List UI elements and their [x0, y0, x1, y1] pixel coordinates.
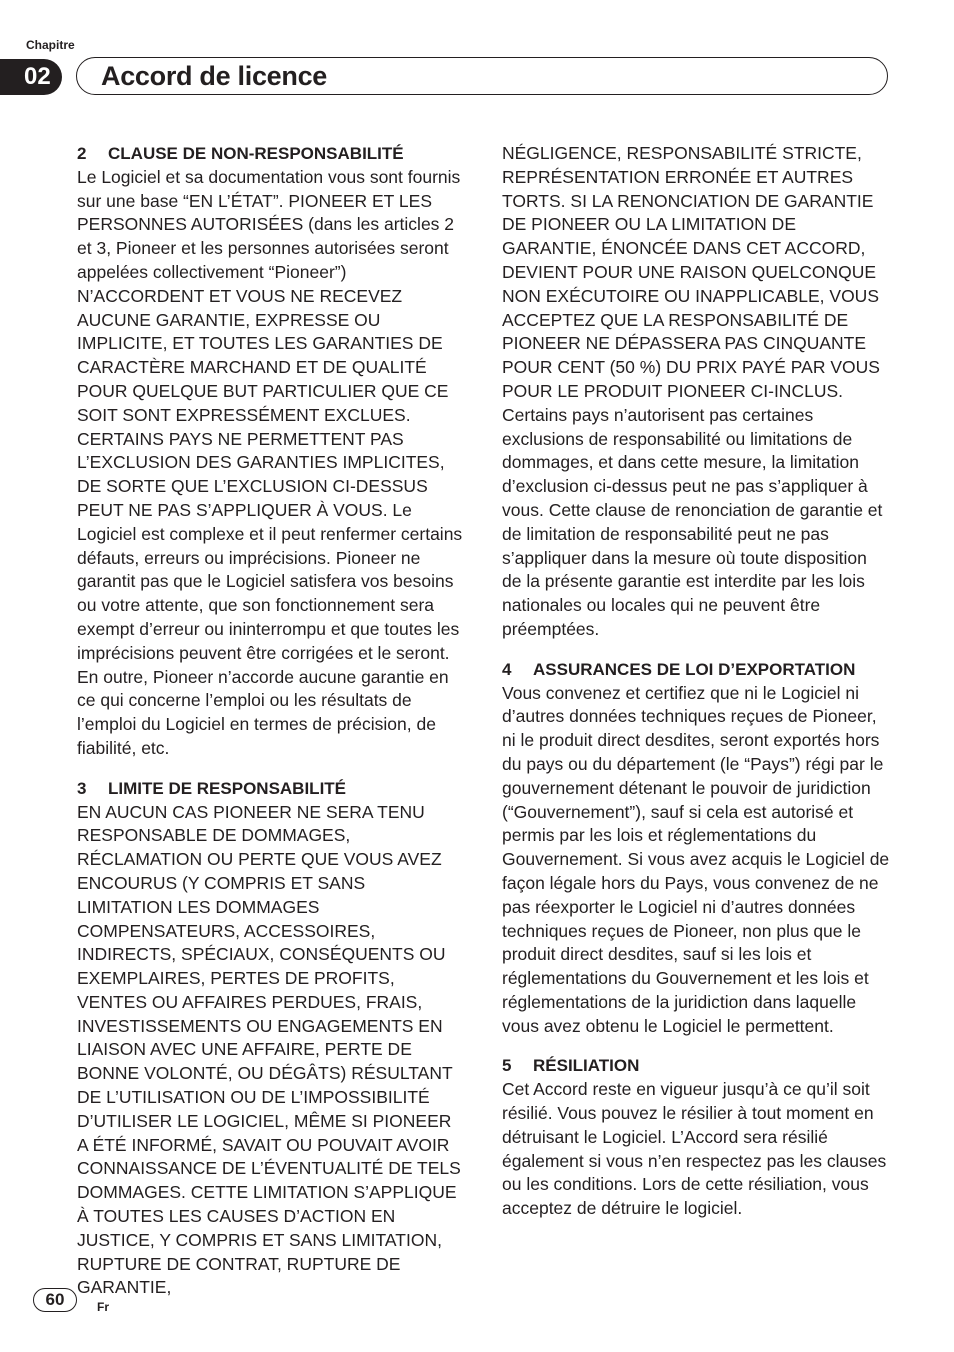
section-4-number: 4 [502, 659, 512, 679]
section-5-number: 5 [502, 1056, 512, 1076]
page-number: 60 [33, 1288, 77, 1312]
left-column [77, 142, 465, 1300]
right-column [502, 142, 890, 1221]
section-5-heading [502, 1054, 890, 1078]
section-4-title: ASSURANCES DE LOI D’EXPORTATION [533, 659, 856, 679]
chapter-label: Chapitre [26, 38, 75, 52]
section-3-number: 3 [77, 778, 87, 798]
section-2-body: Le Logiciel et sa documentation vous sont fournis sur une base “EN L’ÉTAT”. PIONEER ET LES PERSONNES AUTORISÉES (dans les articles 2 et 3, Pioneer et les personnes autorisées seront appelées collectivement “Pioneer”) N’ACCORDENT ET VOUS NE RECEVEZ AUCUNE GARANTIE, EXPRESSE OU IMPLICITE, ET TOUTES LES GARANTIES DE CARACTÈRE MARCHAND ET DE QUALITÉ POUR QUELQUE BUT PARTICULIER QUE CE SOIT SONT EXPRESSÉMENT EXCLUES. CERTAINS PAYS NE PERMETTENT PAS L’EXCLUSION DES GARANTIES IMPLICITES, DE SORTE QUE L’EXCLUSION CI-DESSUS PEUT NE PAS S’APPLIQUER À VOUS. Le Logiciel est complexe et il peut renfermer certains défauts, erreurs ou imprécisions. Pioneer ne garantit pas que le Logiciel satisfera vos besoins ou votre attente, que son fonctionnement sera exempt d’erreur ou ininterrompu et que toutes les imprécisions peuvent être corrigées et le seront. En outre, Pioneer n’accorde aucune garantie en ce qui concerne l’emploi ou les résultats de l’emploi du Logiciel en termes de précision, de fiabilité, etc. [77, 166, 463, 758]
section-3-heading [77, 777, 465, 801]
chapter-title: Accord de licence [101, 61, 327, 91]
section-5-title: RÉSILIATION [533, 1056, 640, 1076]
section-3-body-continued: NÉGLIGENCE, RESPONSABILITÉ STRICTE, REPRÉSENTATION ERRONÉE ET AUTRES TORTS. SI LA RENONCIATION DE GARANTIE DE PIONEER OU LA LIMITATION DE GARANTIE, ÉNONCÉE DANS CET ACCORD, DEVIENT POUR UNE RAISON QUELCONQUE NON EXÉCUTOIRE OU INAPPLICABLE, VOUS ACCEPTEZ QUE LA RESPONSABILITÉ DE PIONEER NE DÉPASSERA PAS CINQUANTE POUR CENT (50 %) DU PRIX PAYÉ PAR VOUS POUR LE PRODUIT PIONEER CI-INCLUS. Certains pays n’autorisent pas certaines exclusions de responsabilité ou limitations de dommages, et dans cette mesure, la limitation d’exclusion ci-dessus peut ne pas s’appliquer à vous. Cette clause de renonciation de garantie et de limitation de responsabilité peut ne pas s’appliquer dans la mesure où toute disposition de la présente garantie est interdite par les lois nationales ou locales qui ne peuvent être préemptées. [502, 143, 883, 639]
section-3-body: EN AUCUN CAS PIONEER NE SERA TENU RESPONSABLE DE DOMMAGES, RÉCLAMATION OU PERTE QUE VOUS AVEZ ENCOURUS (Y COMPRIS ET SANS LIMITATION LES DOMMAGES COMPENSATEURS, ACCESSOIRES, INDIRECTS, SPÉCIAUX, CONSÉQUENTS OU EXEMPLAIRES, PERTES DE PROFITS, VENTES OU AFFAIRES PERDUES, FRAIS, INVESTISSEMENTS OU ENGAGEMENTS EN LIAISON AVEC UNE AFFAIRE, PERTE DE BONNE VOLONTÉ, OU DÉGÂTS) RÉSULTANT DE L’UTILISATION OU DE L’IMPOSSIBILITÉ D’UTILISER LE LOGICIEL, MÊME SI PIONEER A ÉTÉ INFORMÉ, SAVAIT OU POUVAIT AVOIR CONNAISSANCE DE L’ÉVENTUALITÉ DE TELS DOMMAGES. CETTE LIMITATION S’APPLIQUE À TOUTES LES CAUSES D’ACTION EN JUSTICE, Y COMPRIS ET SANS LIMITATION, RUPTURE DE CONTRAT, RUPTURE DE GARANTIE, [77, 801, 461, 1298]
section-3-title: LIMITE DE RESPONSABILITÉ [108, 778, 347, 798]
section-2-title: CLAUSE DE NON-RESPONSABILITÉ [108, 144, 404, 163]
section-4-heading [502, 658, 890, 682]
section-4-body: Vous convenez et certifiez que ni le Logiciel ni d’autres données techniques reçues de Pioneer, ni le produit direct desdites, seront exportés hors du pays ou du département (le “Pays”) régi par le gouvernement détenant le pouvoir de juridiction (“Gouvernement”), sauf si cela est autorisé et permis par les lois et réglementations du Gouvernement. Si vous avez acquis le Logiciel de façon légale hors du Pays, vous convenez de ne pas réexporter le Logiciel ni d’autres données techniques reçues de Pioneer, non plus que le produit direct desdites, sauf si les lois et réglementations du Gouvernement et les lois et réglementations de la juridiction dans laquelle vous avez obtenu le Logiciel le permettent. [502, 682, 890, 1036]
language-code: Fr [97, 1300, 109, 1314]
chapter-number-tab: 02 [0, 59, 62, 95]
section-2-number: 2 [77, 144, 87, 163]
chapter-title-frame [76, 57, 888, 95]
section-2-heading [77, 142, 465, 166]
section-5-body: Cet Accord reste en vigueur jusqu’à ce qu’il soit résilié. Vous pouvez le résilier à tout moment en détruisant le Logiciel. L’Accord sera résilié également si vous n’en respectez pas les clauses ou les conditions. Lors de cette résiliation, vous acceptez de détruire le logiciel. [502, 1079, 887, 1219]
